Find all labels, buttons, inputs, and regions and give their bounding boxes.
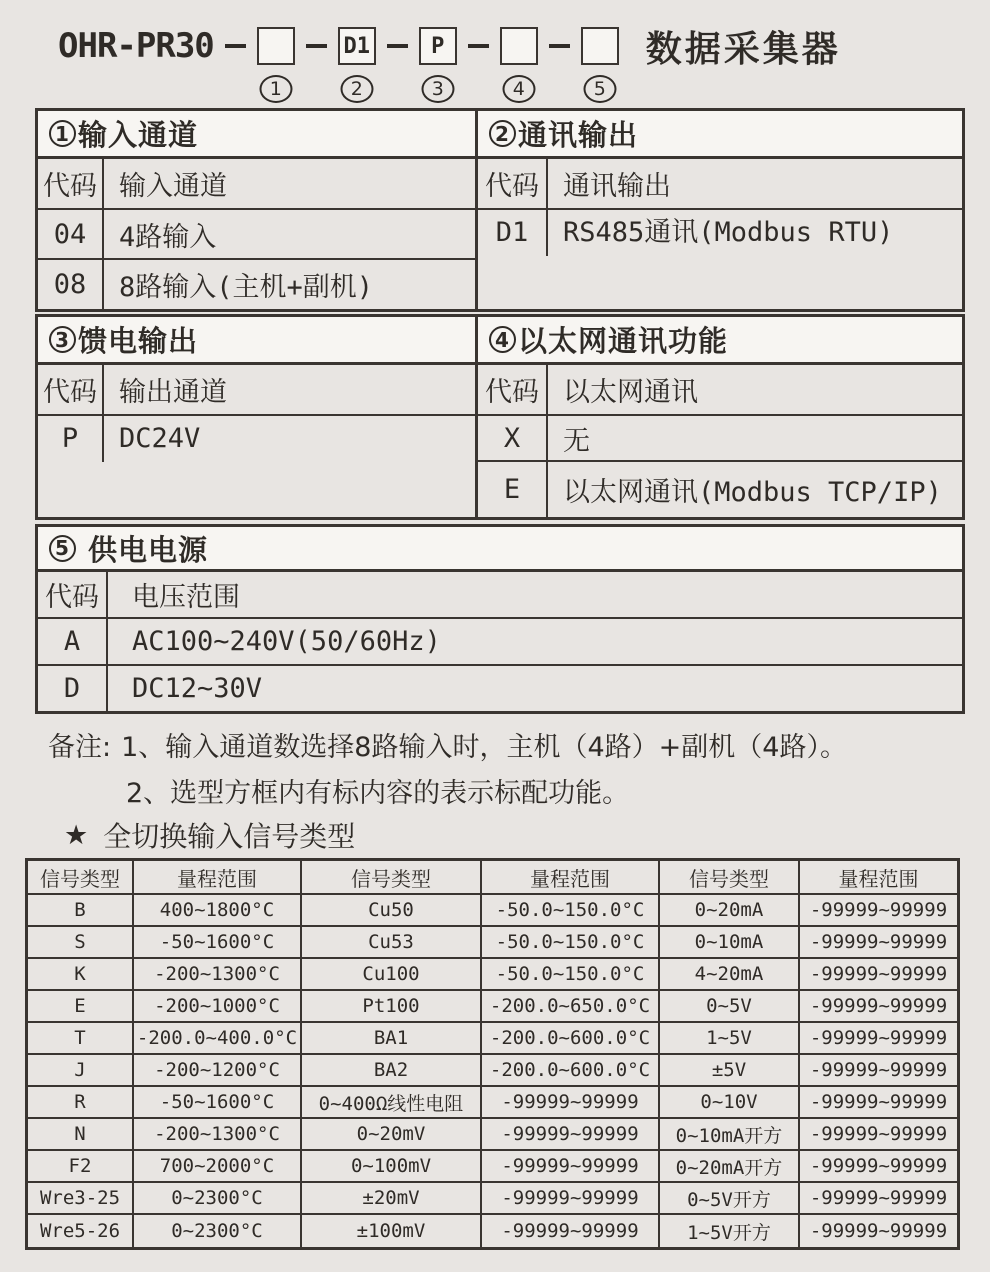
note-line: [48, 732, 990, 764]
signal-type-cell: Cu50: [302, 895, 482, 927]
desc-column-header: 电压范围: [132, 582, 240, 613]
product-name: 数据采集器: [645, 28, 841, 70]
circle-number-3: 3: [421, 75, 454, 103]
notes-label: 备注:: [48, 732, 112, 763]
table-row: [478, 416, 962, 462]
signal-table-row: [28, 991, 957, 1023]
code-column-header: 代码: [478, 159, 548, 208]
desc-cell: 8路输入(主机+副机): [119, 272, 374, 303]
range-cell: -200~1000°C: [134, 991, 302, 1023]
code-column-header: 代码: [38, 365, 104, 414]
signal-type-cell: 0~20mA: [660, 895, 800, 927]
desc-column-header: 输出通道: [119, 377, 227, 408]
code-column-header: 代码: [38, 159, 104, 208]
signal-type-cell: 0~20mV: [302, 1119, 482, 1151]
signal-type-cell: 0~400Ω线性电阻: [302, 1087, 482, 1119]
table-header: [478, 111, 962, 159]
signal-type-cell: B: [28, 895, 134, 927]
dash-separator: [306, 44, 327, 48]
option-slot-4: [500, 27, 538, 100]
signal-table-row: [28, 1183, 957, 1215]
signal-type-cell: S: [28, 927, 134, 959]
range-cell: -99999~99999: [800, 1151, 957, 1183]
signal-type-cell: 0~100mV: [302, 1151, 482, 1183]
signal-table-header-row: [28, 861, 957, 895]
desc-cell: 4路输入: [119, 221, 217, 253]
range-cell: -99999~99999: [800, 991, 957, 1023]
signal-type-cell: 1~5V: [660, 1023, 800, 1055]
signal-type-cell: E: [28, 991, 134, 1023]
table-power-supply: [35, 524, 965, 714]
circled-5-icon: 5: [49, 535, 76, 562]
circle-number-5: 5: [583, 75, 616, 103]
option-slot-2: [338, 27, 376, 100]
range-cell: 0~2300°C: [134, 1215, 302, 1247]
range-cell: 0~2300°C: [134, 1183, 302, 1215]
desc-column-header: 以太网通讯: [563, 377, 698, 408]
desc-column-header: 输入通道: [119, 171, 227, 202]
circled-1-icon: 1: [49, 120, 76, 147]
signal-table-row: [28, 927, 957, 959]
option-box-2: D1: [338, 27, 376, 65]
signal-table-row: [28, 895, 957, 927]
range-cell: -200~1300°C: [134, 959, 302, 991]
table-row: [38, 260, 475, 309]
range-cell: -200.0~650.0°C: [482, 991, 660, 1023]
range-cell: -99999~99999: [809, 1220, 948, 1242]
code-cell: D: [38, 666, 108, 711]
column-header-row: [478, 365, 962, 416]
note-text: 2、选型方框内有标内容的表示标配功能。: [126, 778, 630, 809]
circle-number-1: 1: [259, 75, 292, 103]
circled-4-icon: 4: [489, 326, 516, 353]
notes: [48, 732, 990, 810]
option-box-1: [257, 27, 295, 65]
option-box-5: [581, 27, 619, 65]
dash-separator: [549, 44, 570, 48]
circle-number-4: 4: [502, 75, 535, 103]
signal-type-cell: 0~10mA: [660, 927, 800, 959]
signal-type-cell: K: [28, 959, 134, 991]
signal-type-cell: BA2: [302, 1055, 482, 1087]
code-cell: 08: [38, 260, 104, 309]
ordering-code-title: [0, 0, 990, 108]
range-header-cell: 量程范围: [800, 861, 957, 895]
option-slot-5: [581, 27, 619, 100]
signal-type-cell: BA1: [302, 1023, 482, 1055]
table-header-label: 馈电输出: [78, 324, 199, 358]
signal-type-cell: 0~5V: [660, 991, 800, 1023]
code-cell: D1: [478, 210, 548, 256]
circled-3-icon: 3: [49, 326, 76, 353]
table-row: [38, 416, 475, 517]
desc-cell: 以太网通讯(Modbus TCP/IP): [563, 477, 942, 508]
range-cell: -200.0~400.0°C: [134, 1023, 302, 1055]
signal-types-table: [25, 858, 960, 1250]
signal-type-header-cell: 信号类型: [302, 861, 482, 895]
signal-type-cell: 0~10V: [660, 1087, 800, 1119]
table-row: [38, 210, 475, 260]
signal-table-body: [28, 895, 957, 1247]
desc-cell: RS485通讯(Modbus RTU): [563, 217, 894, 248]
code-cell: X: [478, 416, 548, 460]
signal-type-cell: 4~20mA: [660, 959, 800, 991]
signal-type-cell: ±5V: [660, 1055, 800, 1087]
signal-type-cell: Wre3-25: [28, 1183, 134, 1215]
range-cell: -50~1600°C: [134, 927, 302, 959]
desc-cell: DC24V: [119, 423, 201, 454]
table-row: [38, 666, 962, 711]
column-header-row: [38, 159, 475, 210]
range-cell: -200~1300°C: [134, 1119, 302, 1151]
spec-tables-row-2: [35, 314, 965, 520]
table-input-channel: [35, 108, 478, 312]
signal-type-cell: T: [28, 1023, 134, 1055]
signal-table-row: [28, 1119, 957, 1151]
circled-2-icon: 2: [489, 120, 516, 147]
range-cell: -50.0~150.0°C: [482, 927, 660, 959]
range-cell: -50.0~150.0°C: [482, 959, 660, 991]
desc-cell: DC12~30V: [132, 673, 263, 704]
signal-table-row: [28, 1215, 957, 1247]
table-header-label: 以太网通讯功能: [518, 324, 729, 358]
signal-table-row: [28, 1087, 957, 1119]
table-header-label: 供电电源: [88, 532, 209, 567]
range-cell: -200.0~600.0°C: [482, 1055, 660, 1087]
range-cell: -99999~99999: [800, 1023, 957, 1055]
range-cell: -50.0~150.0°C: [482, 895, 660, 927]
code-cell: E: [478, 462, 548, 517]
range-cell: -99999~99999: [482, 1151, 660, 1183]
dash-separator: [468, 44, 489, 48]
signal-type-cell: R: [28, 1087, 134, 1119]
range-cell: -200.0~600.0°C: [482, 1023, 660, 1055]
table-row: [478, 210, 962, 309]
option-slot-3: [419, 27, 457, 100]
desc-column-header: 通讯输出: [563, 171, 671, 202]
signal-type-cell: J: [28, 1055, 134, 1087]
option-box-3: P: [419, 27, 457, 65]
table-header: [38, 317, 475, 365]
note-text: 1、输入通道数选择8路输入时，主机（4路）+副机（4路）。: [121, 732, 847, 763]
range-cell: -99999~99999: [800, 927, 957, 959]
model-number: OHR-PR30: [58, 26, 214, 66]
star-icon: ★: [64, 819, 89, 851]
model-code-line: [58, 26, 990, 100]
table-feed-power-output: [35, 314, 478, 520]
table-row: [38, 619, 962, 666]
code-cell: A: [38, 619, 108, 664]
range-cell: -99999~99999: [482, 1087, 660, 1119]
table-header-label: 输入通道: [78, 118, 199, 152]
signal-type-cell: N: [28, 1119, 134, 1151]
desc-cell: 无: [563, 425, 590, 457]
column-header-row: [38, 572, 962, 619]
signal-type-cell: 0~10mA开方: [660, 1119, 800, 1151]
spec-tables-row-1: [35, 108, 965, 312]
column-header-row: [478, 159, 962, 210]
code-cell: 04: [38, 210, 104, 258]
range-cell: 700~2000°C: [134, 1151, 302, 1183]
signal-type-cell: ±20mV: [302, 1183, 482, 1215]
range-cell: 400~1800°C: [134, 895, 302, 927]
range-header-cell: 量程范围: [134, 861, 302, 895]
signal-type-cell: 0~20mA开方: [660, 1151, 800, 1183]
range-cell: -99999~99999: [800, 959, 957, 991]
signal-type-cell: Wre5-26: [28, 1215, 134, 1247]
desc-cell: AC100~240V(50/60Hz): [132, 626, 441, 657]
range-cell: -99999~99999: [800, 1055, 957, 1087]
signal-type-header-cell: 信号类型: [660, 861, 800, 895]
spec-tables-row-3: [35, 524, 965, 714]
signal-table-row: [28, 1055, 957, 1087]
note-line: [126, 778, 990, 810]
dash-separator: [387, 44, 408, 48]
section-title-text: 全切换输入信号类型: [103, 820, 356, 853]
code-column-header: 代码: [38, 572, 108, 617]
range-cell: -99999~99999: [800, 1183, 957, 1215]
signal-type-cell: 1~5V开方: [660, 1215, 800, 1247]
circle-number-2: 2: [340, 75, 373, 103]
signal-table-row: [28, 1151, 957, 1183]
range-header-cell: 量程范围: [482, 861, 660, 895]
signal-type-cell: Cu53: [302, 927, 482, 959]
option-box-4: [500, 27, 538, 65]
table-header: [478, 317, 962, 365]
signal-table-row: [28, 1023, 957, 1055]
signal-type-cell: Cu100: [302, 959, 482, 991]
option-slot-1: [257, 27, 295, 100]
range-cell: -99999~99999: [482, 1183, 660, 1215]
range-cell: -99999~99999: [482, 1215, 660, 1247]
signal-type-cell: 0~5V开方: [660, 1183, 800, 1215]
table-row: [478, 462, 962, 517]
column-header-row: [38, 365, 475, 416]
signal-table-row: [28, 959, 957, 991]
table-ethernet-comm: [475, 314, 965, 520]
signal-types-section-title: [64, 818, 990, 852]
table-header-label: 通讯输出: [518, 118, 639, 152]
dash-separator: [225, 44, 246, 48]
code-cell: P: [38, 416, 104, 462]
table-comm-output: [475, 108, 965, 312]
signal-type-header-cell: 信号类型: [28, 861, 134, 895]
range-cell: -50~1600°C: [134, 1087, 302, 1119]
table-header: [38, 111, 475, 159]
range-cell: -99999~99999: [800, 1087, 957, 1119]
signal-type-cell: ±100mV: [302, 1215, 482, 1247]
signal-type-cell: Pt100: [302, 991, 482, 1023]
range-cell: -200~1200°C: [134, 1055, 302, 1087]
code-column-header: 代码: [478, 365, 548, 414]
range-cell: -99999~99999: [800, 1119, 957, 1151]
range-cell: -99999~99999: [482, 1119, 660, 1151]
table-header: [38, 527, 962, 572]
signal-type-cell: F2: [28, 1151, 134, 1183]
range-cell: -99999~99999: [800, 895, 957, 927]
